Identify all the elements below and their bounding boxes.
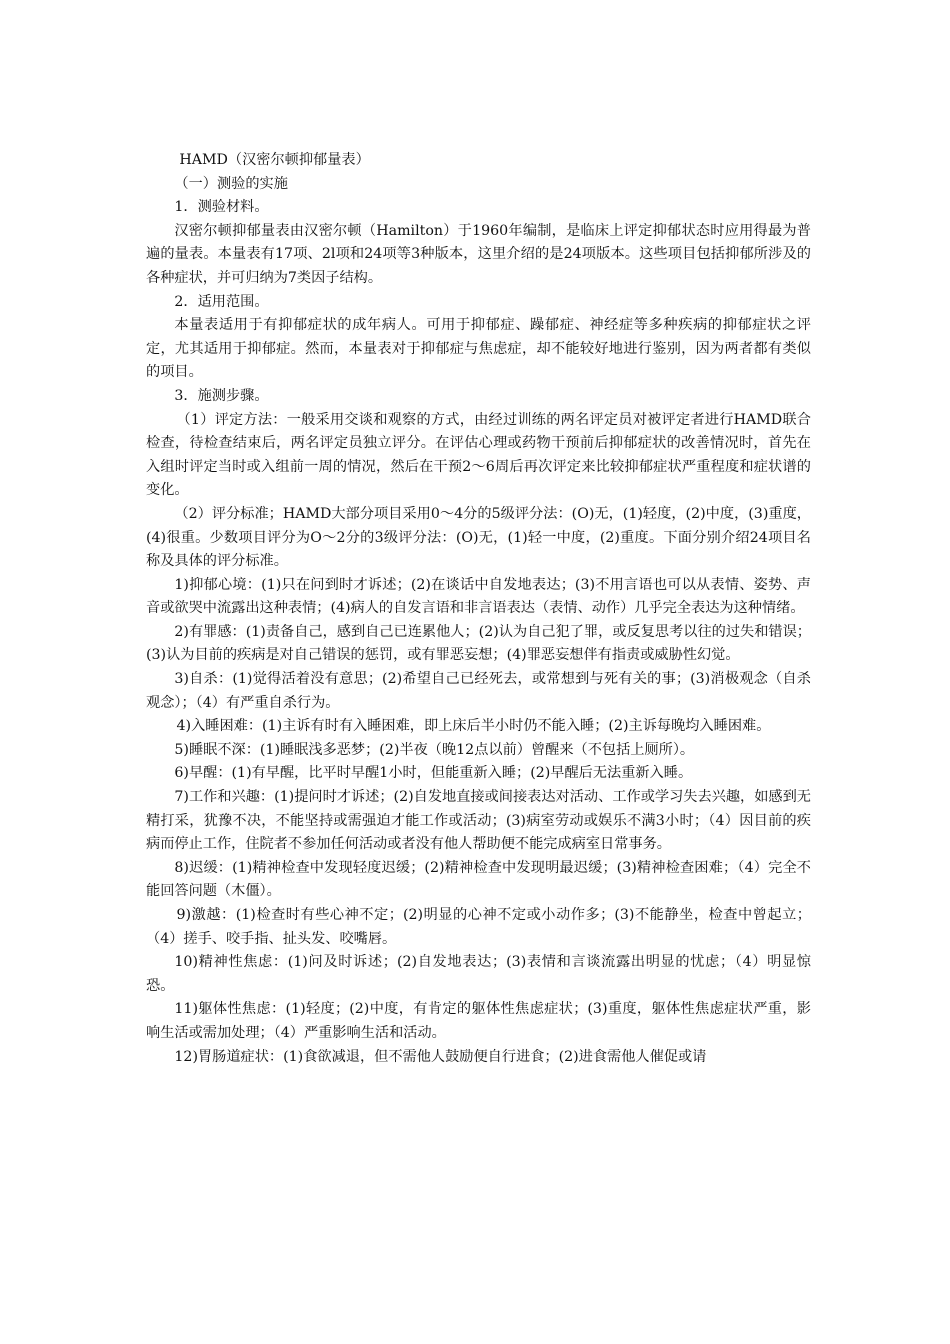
section-heading: （一）测验的实施 — [174, 175, 288, 192]
subsection-heading: 2．适用范围。 — [174, 293, 269, 310]
body-paragraph: 汉密尔顿抑郁量表由汉密尔顿（Hamilton）于1960年编制，是临床上评定抑郁状态时应用得最为普遍的量表。本量表有17项、2l项和24项等3种版本，这里介绍的是24项版本。这些项目包括抑郁所涉及的各种症状，并可归纳为7类因子结构。 — [146, 222, 811, 286]
list-item: 12)胃肠道症状：(1)食欲减退，但不需他人鼓励便自行进食；(2)进食需他人催促或请 — [174, 1048, 707, 1065]
document-title: HAMD（汉密尔顿抑郁量表） — [179, 152, 370, 168]
list-item: 11)躯体性焦虑：(1)轻度；(2)中度，有肯定的躯体性焦虑症状；(3)重度，躯体性焦虑症状严重，影响生活或需加处理；（4）严重影响生活和活动。 — [146, 1001, 811, 1041]
subsection-heading: 1．测验材料。 — [174, 199, 269, 216]
list-item: 5)睡眠不深：(1)睡眠浅多恶梦；(2)半夜（晚12点以前）曾醒来（不包括上厕所）。 — [174, 741, 695, 758]
list-item: 4)入睡困难：(1)主诉有时有入睡困难，即上床后半小时仍不能入睡；(2)主诉每晚均入睡困难。 — [176, 718, 771, 735]
subsection-heading: 3．施测步骤。 — [174, 387, 269, 404]
document-body — [146, 149, 811, 1069]
body-paragraph: 本量表适用于有抑郁症状的成年病人。可用于抑郁症、躁郁症、神经症等多种疾病的抑郁症状之评定，尤其适用于抑郁症。然而，本量表对于抑郁症与焦虑症，却不能较好地进行鉴别，因为两者都有类似的项目。 — [146, 317, 811, 381]
list-item: 8)迟缓：(1)精神检查中发现轻度迟缓；(2)精神检查中发现明最迟缓；(3)精神检查困难；（4）完全不能回答问题（木僵）。 — [146, 859, 811, 900]
list-item: 1)抑郁心境：(1)只在问到时才诉述；(2)在谈话中自发地表达；(3)不用言语也可以从表情、姿势、声音或欲哭中流露出这种表情；(4)病人的自发言语和非言语表达（表情、动作）几乎完全表达为这种情绪。 — [146, 576, 811, 617]
list-item: 6)早醒：(1)有早醒，比平时早醒1小时，但能重新入睡；(2)早醒后无法重新入睡。 — [174, 765, 693, 782]
body-paragraph: （2）评分标准；HAMD大部分项目采用0～4分的5级评分法：(O)无，(1)轻度，(2)中度，(3)重度，(4)很重。少数项目评分为O～2分的3级评分法：(O)无，(1)轻一中度，(2)重度。下面分别介绍24项目名称及具体的评分标准。 — [146, 505, 811, 570]
list-item: 2)有罪感：(1)责备自己，感到自己已连累他人；(2)认为自己犯了罪，或反复思考以往的过失和错误；(3)认为目前的疾病是对自己错误的惩罚，或有罪恶妄想；(4)罪恶妄想伴有指责或威胁性幻觉。 — [146, 623, 811, 664]
list-item: 7)工作和兴趣：(1)提问时才诉述；(2)自发地直接或间接表达对活动、工作或学习失去兴趣，如感到无精打采，犹豫不决，不能坚持或需强迫才能工作或活动；(3)病室劳动或娱乐不满3小时；（4）因目前的疾病而停止工作，住院者不参加任何活动或者没有他人帮助便不能完成病室日常事务。 — [146, 789, 811, 853]
list-item: 3)自杀：(1)觉得活着没有意思；(2)希望自己已经死去，或常想到与死有关的事；(3)消极观念（自杀观念）；（4）有严重自杀行为。 — [146, 671, 811, 711]
body-paragraph: （1）评定方法：一般采用交谈和观察的方式，由经过训练的两名评定员对被评定者进行HAMD联合检查，待检查结束后，两名评定员独立评分。在评估心理或药物干预前后抑郁症状的改善情况时，首先在入组时评定当时或入组前一周的情况，然后在干预2～6周后再次评定来比较抑郁症状严重程度和症状谱的变化。 — [146, 411, 811, 499]
list-item: 10)精神性焦虑：(1)问及时诉述；(2)自发地表达；(3)表情和言谈流露出明显的忧虑；（4）明显惊恐。 — [146, 954, 811, 994]
list-item: 9)激越：(1)检查时有些心神不定；(2)明显的心神不定或小动作多；(3)不能静坐，检查中曾起立；（4）搓手、咬手指、扯头发、咬嘴唇。 — [146, 907, 811, 947]
